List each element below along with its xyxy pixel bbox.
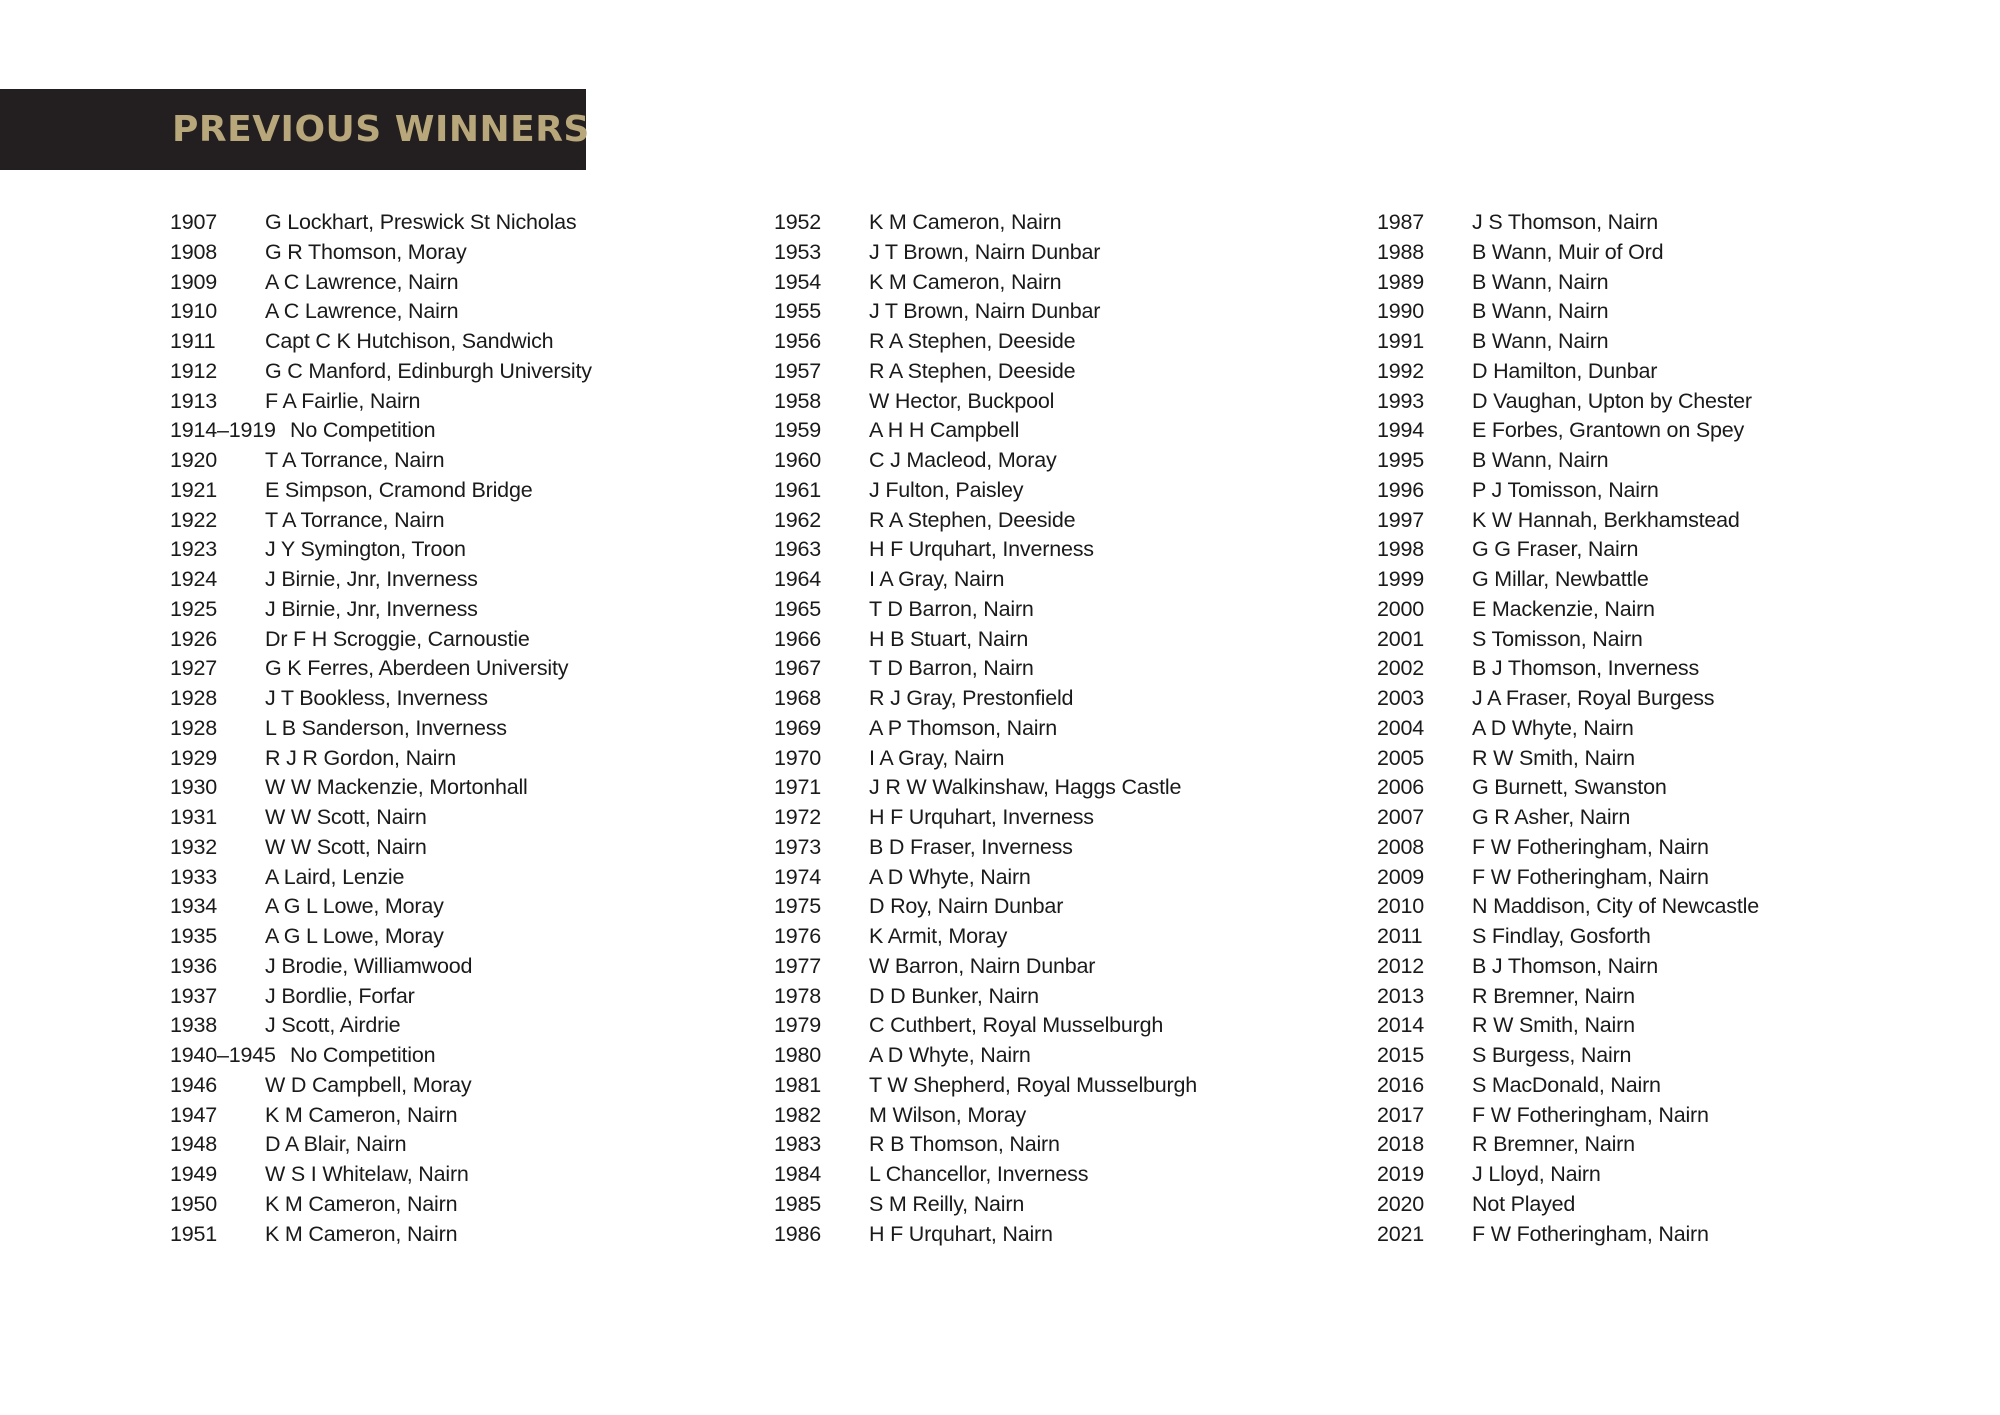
winner-name: A D Whyte, Nairn [869,864,1031,889]
winner-year: 1999 [1377,567,1425,591]
winner-year: 1990 [1377,299,1425,324]
winner-name: J A Fraser, Royal Burgess [1472,686,1715,710]
winner-name: H F Urquhart, Inverness [869,805,1094,829]
winner-name: A P Thomson, Nairn [869,715,1058,740]
winner-year: 1994 [1377,418,1425,443]
winner-year: 1972 [774,805,822,829]
winner-name: R J Gray, Prestonfield [869,686,1074,710]
winner-year: 2017 [1377,1102,1425,1127]
winner-year: 1909 [170,269,218,294]
winner-name: A G L Lowe, Moray [265,924,444,948]
winner-year: 1921 [170,477,218,502]
winner-year: 1947 [170,1102,218,1127]
winner-year: 1973 [774,834,822,859]
winner-year: 1983 [774,1132,822,1157]
winner-year: 1962 [774,507,822,532]
winner-name: T A Torrance, Nairn [265,507,445,532]
winner-name: G R Thomson, Moray [265,239,467,264]
winner-year: 1969 [774,715,822,740]
winner-name: K M Cameron, Nairn [869,210,1062,234]
winner-name: Not Played [1472,1191,1576,1216]
winner-year: 1991 [1377,329,1425,353]
winner-year: 2006 [1377,775,1425,800]
winner-year: 1925 [170,596,218,621]
winner-name: F W Fotheringham, Nairn [1472,834,1709,859]
winner-year: 1949 [170,1162,218,1186]
winner-name: A Laird, Lenzie [265,864,405,889]
winner-name: H F Urquhart, Nairn [869,1221,1053,1246]
winner-name: C J Macleod, Moray [869,448,1057,472]
winner-year: 1992 [1377,358,1425,383]
winner-name: R A Stephen, Deeside [869,329,1076,353]
winner-year: 1912 [170,358,218,383]
winner-year: 1934 [170,894,218,919]
winner-name: L Chancellor, Inverness [869,1162,1089,1186]
winner-year: 1997 [1377,507,1425,532]
winner-year: 1966 [774,626,822,651]
winner-name: G G Fraser, Nairn [1472,537,1639,562]
winner-name: G Lockhart, Preswick St Nicholas [265,210,577,234]
winner-year: 2005 [1377,745,1425,770]
winner-year: 1931 [170,805,218,829]
winner-year: 1964 [774,567,822,591]
winner-name: R A Stephen, Deeside [869,358,1076,383]
winner-name: A G L Lowe, Moray [265,894,444,919]
winner-year: 1971 [774,775,822,800]
winner-year: 2000 [1377,596,1425,621]
winner-name: K M Cameron, Nairn [265,1191,458,1216]
winner-name: W Barron, Nairn Dunbar [869,953,1096,978]
winner-name: T W Shepherd, Royal Musselburgh [869,1072,1198,1097]
winner-year: 1976 [774,924,822,948]
winner-year: 1940–1945 [170,1043,276,1067]
winner-year: 2018 [1377,1132,1425,1157]
title-banner [0,89,590,170]
winner-year: 1914–1919 [170,418,276,443]
winner-name: J S Thomson, Nairn [1472,210,1658,234]
winner-name: F A Fairlie, Nairn [265,388,421,413]
winner-name: R W Smith, Nairn [1472,1013,1635,1038]
winner-name: B J Thomson, Nairn [1472,953,1658,978]
winner-name: B Wann, Nairn [1472,269,1609,294]
winner-name: G C Manford, Edinburgh University [265,358,592,383]
winner-year: 1951 [170,1221,218,1246]
winner-name: B D Fraser, Inverness [869,834,1073,859]
winner-year: 1911 [170,329,216,353]
winner-name: W W Scott, Nairn [265,834,427,859]
winner-name: K M Cameron, Nairn [265,1221,458,1246]
winner-year: 1933 [170,864,218,889]
winner-name: J Birnie, Jnr, Inverness [265,596,478,621]
winner-name: D D Bunker, Nairn [869,983,1039,1008]
winner-year: 2007 [1377,805,1425,829]
winner-year: 1922 [170,507,218,532]
winner-year: 1996 [1377,477,1425,502]
winner-year: 1928 [170,715,218,740]
winner-year: 1913 [170,388,218,413]
winner-name: L B Sanderson, Inverness [265,715,507,740]
winner-name: Dr F H Scroggie, Carnoustie [265,626,530,651]
winner-name: J T Brown, Nairn Dunbar [869,299,1101,324]
winner-name: P J Tomisson, Nairn [1472,477,1659,502]
winner-year: 1950 [170,1191,218,1216]
winner-year: 1982 [774,1102,822,1127]
winner-year: 1989 [1377,269,1425,294]
winner-year: 1930 [170,775,218,800]
winner-year: 2008 [1377,834,1425,859]
winner-name: No Competition [290,1043,436,1067]
winner-year: 2003 [1377,686,1425,710]
winner-year: 1954 [774,269,822,294]
winner-year: 2016 [1377,1072,1425,1097]
winner-year: 1968 [774,686,822,710]
winner-year: 1955 [774,299,822,324]
winner-name: F W Fotheringham, Nairn [1472,1221,1709,1246]
winner-year: 1956 [774,329,822,353]
winner-year: 1926 [170,626,218,651]
winner-year: 1957 [774,358,822,383]
winner-name: J Lloyd, Nairn [1472,1162,1601,1186]
winner-year: 1907 [170,210,218,234]
winner-year: 1987 [1377,210,1425,234]
winner-name: F W Fotheringham, Nairn [1472,1102,1709,1127]
winner-name: J T Brown, Nairn Dunbar [869,239,1101,264]
winner-name: E Forbes, Grantown on Spey [1472,418,1745,443]
winner-year: 2013 [1377,983,1425,1008]
winner-year: 2004 [1377,715,1425,740]
winner-name: K W Hannah, Berkhamstead [1472,507,1740,532]
winner-name: A C Lawrence, Nairn [265,269,459,294]
winner-name: J Scott, Airdrie [265,1013,401,1038]
winner-year: 1920 [170,448,218,472]
winner-name: M Wilson, Moray [869,1102,1027,1127]
winner-name: J Brodie, Williamwood [265,953,473,978]
winner-name: E Simpson, Cramond Bridge [265,477,533,502]
winner-year: 1938 [170,1013,218,1038]
winner-name: B Wann, Nairn [1472,299,1609,324]
winner-name: D A Blair, Nairn [265,1132,407,1157]
winner-name: A H H Campbell [869,418,1020,443]
winner-name: K Armit, Moray [869,924,1008,948]
winner-year: 1979 [774,1013,822,1038]
winner-name: D Vaughan, Upton by Chester [1472,388,1752,413]
winner-year: 2014 [1377,1013,1425,1038]
winner-year: 1995 [1377,448,1425,472]
winner-name: No Competition [290,418,436,443]
winner-year: 1952 [774,210,822,234]
winner-name: W S I Whitelaw, Nairn [265,1162,469,1186]
winner-name: R B Thomson, Nairn [869,1132,1060,1157]
winner-year: 2021 [1377,1221,1425,1246]
winner-year: 1937 [170,983,218,1008]
winner-year: 1986 [774,1221,822,1246]
winner-year: 1961 [774,477,822,502]
winner-name: T D Barron, Nairn [869,596,1034,621]
winner-year: 1993 [1377,388,1425,413]
winner-name: D Hamilton, Dunbar [1472,358,1658,383]
winner-name: J Bordlie, Forfar [265,983,415,1008]
winner-name: A D Whyte, Nairn [869,1043,1031,1067]
winner-year: 1929 [170,745,218,770]
winner-year: 1948 [170,1132,218,1157]
winner-name: W W Scott, Nairn [265,805,427,829]
winner-name: J R W Walkinshaw, Haggs Castle [869,775,1182,800]
winner-name: K M Cameron, Nairn [869,269,1062,294]
winner-year: 1927 [170,656,218,681]
winner-name: T D Barron, Nairn [869,656,1034,681]
winner-year: 1977 [774,953,822,978]
winner-year: 2002 [1377,656,1425,681]
winner-year: 1975 [774,894,822,919]
winner-year: 2012 [1377,953,1425,978]
winner-name: I A Gray, Nairn [869,567,1005,591]
winner-year: 1910 [170,299,218,324]
winner-year: 1970 [774,745,822,770]
winner-name: J T Bookless, Inverness [265,686,488,710]
winner-name: G Millar, Newbattle [1472,567,1649,591]
winner-name: S Tomisson, Nairn [1472,626,1643,651]
winner-name: R Bremner, Nairn [1472,983,1635,1008]
winner-name: S M Reilly, Nairn [869,1191,1025,1216]
winner-year: 2020 [1377,1191,1425,1216]
winner-year: 1959 [774,418,822,443]
winner-name: S Burgess, Nairn [1472,1043,1632,1067]
winner-year: 1967 [774,656,822,681]
winner-name: S Findlay, Gosforth [1472,924,1651,948]
winner-name: R Bremner, Nairn [1472,1132,1635,1157]
winner-name: G Burnett, Swanston [1472,775,1667,800]
winner-year: 1936 [170,953,218,978]
winner-year: 2001 [1377,626,1425,651]
winner-name: J Birnie, Jnr, Inverness [265,567,478,591]
winner-year: 1985 [774,1191,822,1216]
winner-year: 1932 [170,834,218,859]
winner-year: 1935 [170,924,218,948]
winner-year: 1960 [774,448,822,472]
winner-name: S MacDonald, Nairn [1472,1072,1661,1097]
winner-year: 2010 [1377,894,1425,919]
winner-year: 1908 [170,239,218,264]
winner-name: A D Whyte, Nairn [1472,715,1634,740]
winner-name: T A Torrance, Nairn [265,448,445,472]
winner-name: B J Thomson, Inverness [1472,656,1700,681]
winner-year: 2011 [1377,924,1423,948]
winner-name: B Wann, Nairn [1472,329,1609,353]
winner-name: I A Gray, Nairn [869,745,1005,770]
winner-year: 2019 [1377,1162,1425,1186]
winner-year: 1928 [170,686,218,710]
winner-name: W Hector, Buckpool [869,388,1055,413]
winner-year: 1981 [774,1072,822,1097]
winner-name: J Y Symington, Troon [265,537,466,562]
winner-year: 1958 [774,388,822,413]
winner-year: 1965 [774,596,822,621]
winner-name: F W Fotheringham, Nairn [1472,864,1709,889]
winner-year: 1998 [1377,537,1425,562]
winner-name: C Cuthbert, Royal Musselburgh [869,1013,1164,1038]
winner-name: E Mackenzie, Nairn [1472,596,1655,621]
winner-name: A C Lawrence, Nairn [265,299,459,324]
winner-name: D Roy, Nairn Dunbar [869,894,1064,919]
winner-name: W W Mackenzie, Mortonhall [265,775,528,800]
winner-name: R W Smith, Nairn [1472,745,1635,770]
page-title: PREVIOUS WINNERS [172,109,590,150]
winner-year: 1978 [774,983,822,1008]
winner-year: 2009 [1377,864,1425,889]
winner-year: 1974 [774,864,822,889]
winner-year: 1988 [1377,239,1425,264]
winner-name: Capt C K Hutchison, Sandwich [265,329,554,353]
winner-name: R J R Gordon, Nairn [265,745,456,770]
winner-year: 1963 [774,537,822,562]
winner-name: G K Ferres, Aberdeen University [265,656,569,681]
winner-name: B Wann, Muir of Ord [1472,239,1664,264]
winner-name: G R Asher, Nairn [1472,805,1631,829]
winner-name: N Maddison, City of Newcastle [1472,894,1759,919]
winner-year: 1923 [170,537,218,562]
winner-year: 2015 [1377,1043,1425,1067]
winner-name: H F Urquhart, Inverness [869,537,1094,562]
winner-name: J Fulton, Paisley [869,477,1024,502]
winner-year: 1984 [774,1162,822,1186]
winner-name: R A Stephen, Deeside [869,507,1076,532]
winner-year: 1946 [170,1072,218,1097]
winner-year: 1953 [774,239,822,264]
winner-name: H B Stuart, Nairn [869,626,1029,651]
winner-year: 1980 [774,1043,822,1067]
winner-name: K M Cameron, Nairn [265,1102,458,1127]
winner-year: 1924 [170,567,218,591]
winner-name: B Wann, Nairn [1472,448,1609,472]
winner-name: W D Campbell, Moray [265,1072,472,1097]
